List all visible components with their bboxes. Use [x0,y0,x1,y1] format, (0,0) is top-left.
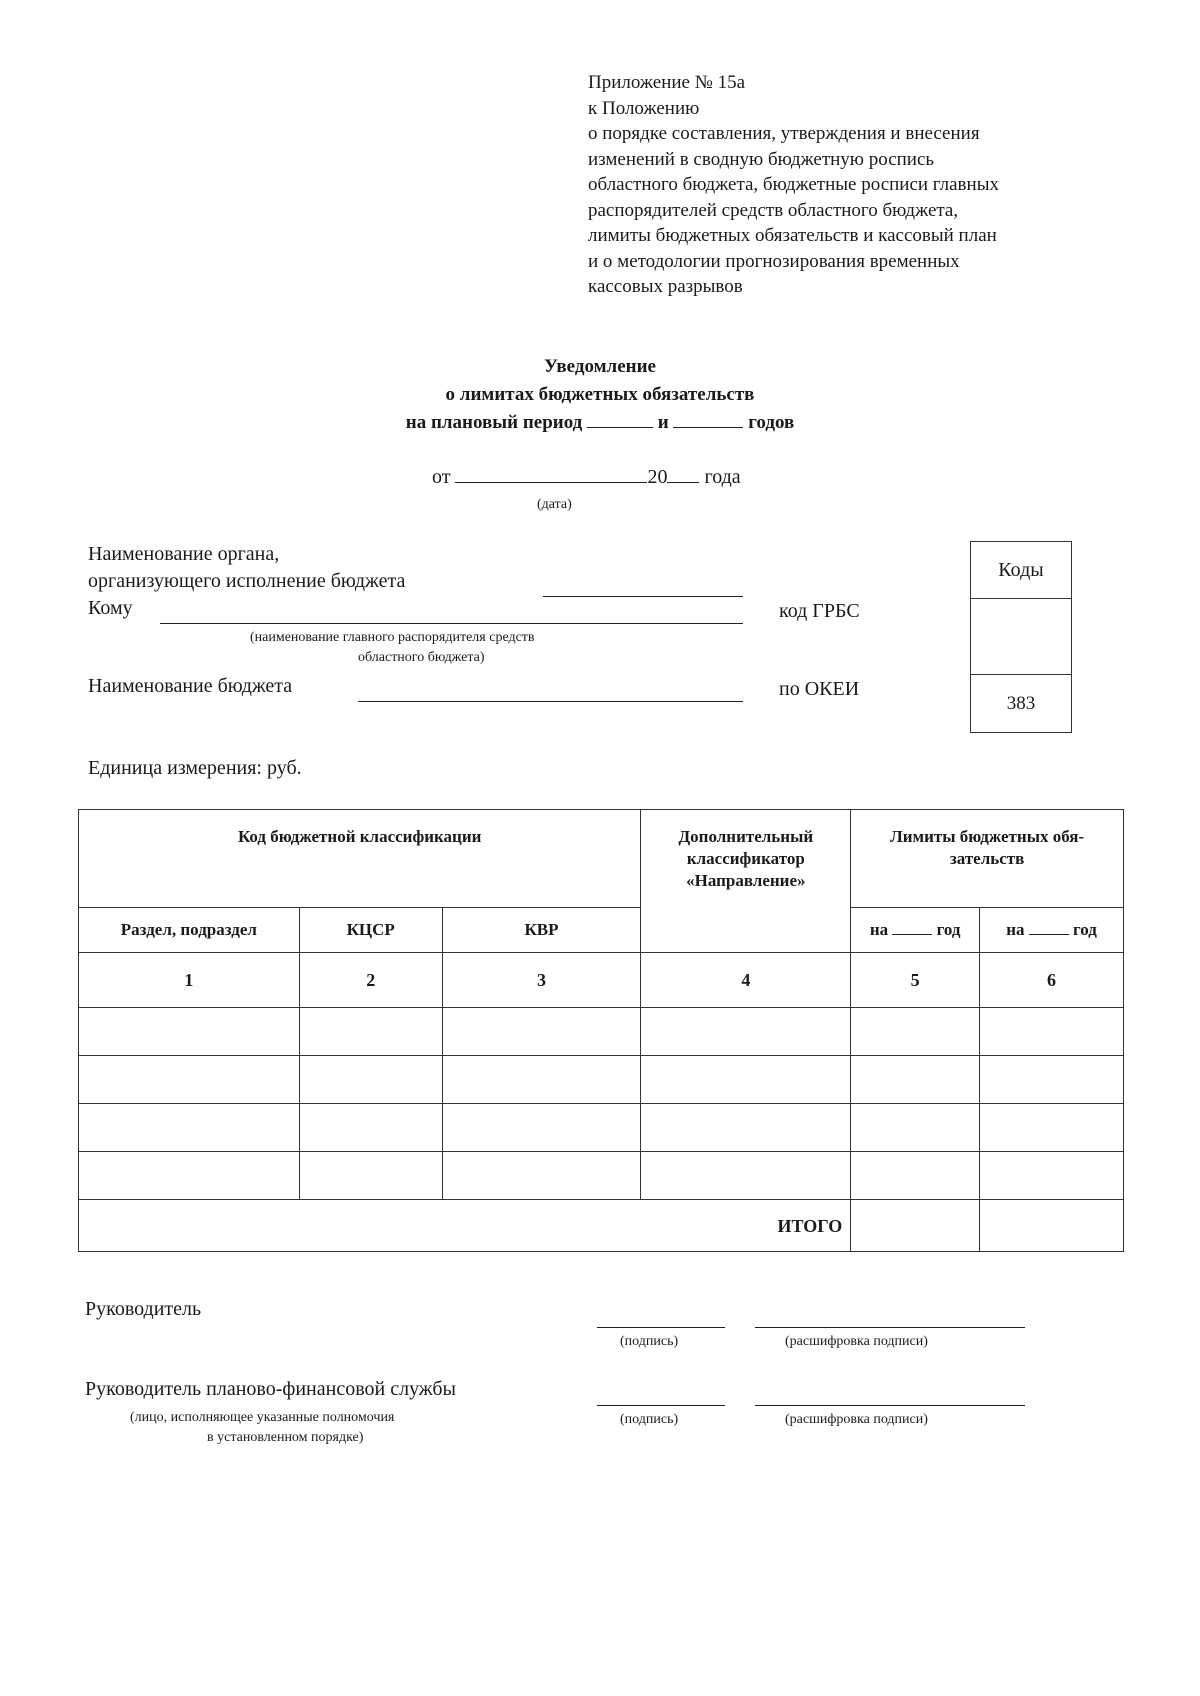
date-prefix: от [432,466,451,488]
table-cell[interactable] [442,1104,641,1152]
table-row [79,1056,1124,1104]
column-number: 6 [980,953,1124,1008]
table-cell[interactable] [442,1056,641,1104]
finance-decode-line[interactable] [755,1405,1025,1406]
kvr-header: КВР [442,908,641,953]
recipient-blank[interactable] [160,623,743,624]
table-cell[interactable] [641,1152,851,1200]
column-number: 2 [299,953,442,1008]
appendix-line: о порядке составления, утверждения и внесения [588,123,980,144]
period-year-1-blank[interactable] [587,427,653,428]
budget-name-label: Наименование бюджета [88,675,293,697]
unit-of-measure: Единица измерения: руб. [88,757,302,779]
date-blank[interactable] [455,482,647,483]
period-year-2-blank[interactable] [673,427,743,428]
appendix-line: лимиты бюджетных обязательств и кассовый план [588,225,997,246]
kcsr-header: КЦСР [299,908,442,953]
document-title: Уведомление [544,356,656,377]
year-2-blank[interactable] [1029,934,1069,935]
table-cell[interactable] [299,1056,442,1104]
table-cell[interactable] [79,1056,300,1104]
appendix-line: изменений в сводную бюджетную роспись [588,148,935,170]
appendix-line: кассовых разрывов [588,276,743,297]
grbs-code-cell[interactable] [971,599,1071,675]
budget-limits-table [78,809,1124,1252]
head-label: Руководитель [85,1298,202,1320]
head-signature-caption: (подпись) [620,1334,679,1349]
section-subsection-header: Раздел, подраздел [79,908,300,953]
column-number: 3 [442,953,641,1008]
finance-signature-line[interactable] [597,1405,725,1406]
date-year-prefix: 20 [647,466,668,488]
table-cell[interactable] [641,1056,851,1104]
table-cell[interactable] [641,1008,851,1056]
table-cell[interactable] [851,1008,980,1056]
year-suffix: год [936,920,961,939]
table-cell[interactable] [980,1056,1124,1104]
recipient-caption: (наименование главного распорядителя средств [250,630,535,645]
finance-head-label: Руководитель планово-финансовой службы [85,1378,456,1400]
table-cell[interactable] [980,1152,1124,1200]
date-caption: (дата) [537,497,572,512]
finance-head-caption-cont: в установленном порядке) [207,1430,364,1445]
budget-limits-header-line: Лимиты бюджетных обя- [890,827,1085,846]
codes-header: Коды [971,542,1071,599]
year-1-header [851,908,980,953]
year-1-blank[interactable] [892,934,932,935]
table-cell[interactable] [442,1152,641,1200]
recipient-caption-cont: областного бюджета) [358,650,485,665]
appendix-line: Приложение № 15а [588,72,746,93]
table-cell[interactable] [641,1104,851,1152]
additional-classifier-header-line: «Направление» [686,871,806,890]
budget-limits-header [851,810,1124,908]
planning-period-line [0,409,1200,437]
table-cell[interactable] [299,1152,442,1200]
org-label: Наименование органа, [88,543,280,565]
table-cell[interactable] [851,1152,980,1200]
head-decode-line[interactable] [755,1327,1025,1328]
year-2-header [980,908,1124,953]
date-suffix: года [704,466,741,488]
year-prefix: на [1006,920,1025,939]
column-number: 5 [851,953,980,1008]
table-cell[interactable] [299,1104,442,1152]
head-decode-caption: (расшифровка подписи) [785,1334,928,1349]
document-subtitle: о лимитах бюджетных обязательств [445,384,755,405]
org-label-cont: организующего исполнение бюджета [88,570,406,592]
finance-signature-caption: (подпись) [620,1412,679,1427]
column-number: 4 [641,953,851,1008]
total-row [79,1200,1124,1252]
additional-classifier-header-line: классификатор [686,849,805,868]
table-row [79,1008,1124,1056]
appendix-line: к Положению [588,97,700,119]
column-number: 1 [79,953,300,1008]
period-prefix: на плановый период [405,412,583,433]
table-cell[interactable] [851,1104,980,1152]
budget-name-blank[interactable] [358,701,743,702]
appendix-line: распорядителей средств областного бюджета, [588,199,959,221]
additional-classifier-header [641,810,851,953]
period-and: и [657,412,669,433]
year-suffix: год [1073,920,1097,939]
total-year-2-cell[interactable] [980,1200,1124,1252]
appendix-line: областного бюджета, бюджетные росписи главных [588,174,999,195]
table-cell[interactable] [980,1008,1124,1056]
head-signature-line[interactable] [597,1327,725,1328]
table-row [79,1104,1124,1152]
table-cell[interactable] [980,1104,1124,1152]
date-year-blank[interactable] [667,482,699,483]
grbs-code-label: код ГРБС [779,600,860,622]
table-cell[interactable] [79,1152,300,1200]
table-cell[interactable] [851,1056,980,1104]
table-cell[interactable] [299,1008,442,1056]
total-label: ИТОГО [79,1200,851,1252]
table-cell[interactable] [79,1008,300,1056]
appendix-line: и о методологии прогнозирования временных [588,250,960,272]
table-cell[interactable] [442,1008,641,1056]
date-line [432,466,741,489]
codes-box [970,541,1072,733]
recipient-label: Кому [88,597,133,619]
period-suffix: годов [748,412,795,433]
year-prefix: на [869,920,889,939]
budget-limits-header-line: зательств [949,849,1025,868]
appendix-note [588,70,1148,300]
finance-decode-caption: (расшифровка подписи) [785,1412,928,1427]
budget-classification-header: Код бюджетной классификации [79,810,641,908]
finance-head-caption: (лицо, исполняющее указанные полномочия [130,1410,395,1425]
table-row [79,1152,1124,1200]
org-name-blank[interactable] [543,596,743,597]
table-cell[interactable] [79,1104,300,1152]
okei-label: по ОКЕИ [779,678,860,700]
okei-code-cell: 383 [1006,693,1036,714]
total-year-1-cell[interactable] [851,1200,980,1252]
additional-classifier-header-line: Дополнительный [678,827,814,846]
